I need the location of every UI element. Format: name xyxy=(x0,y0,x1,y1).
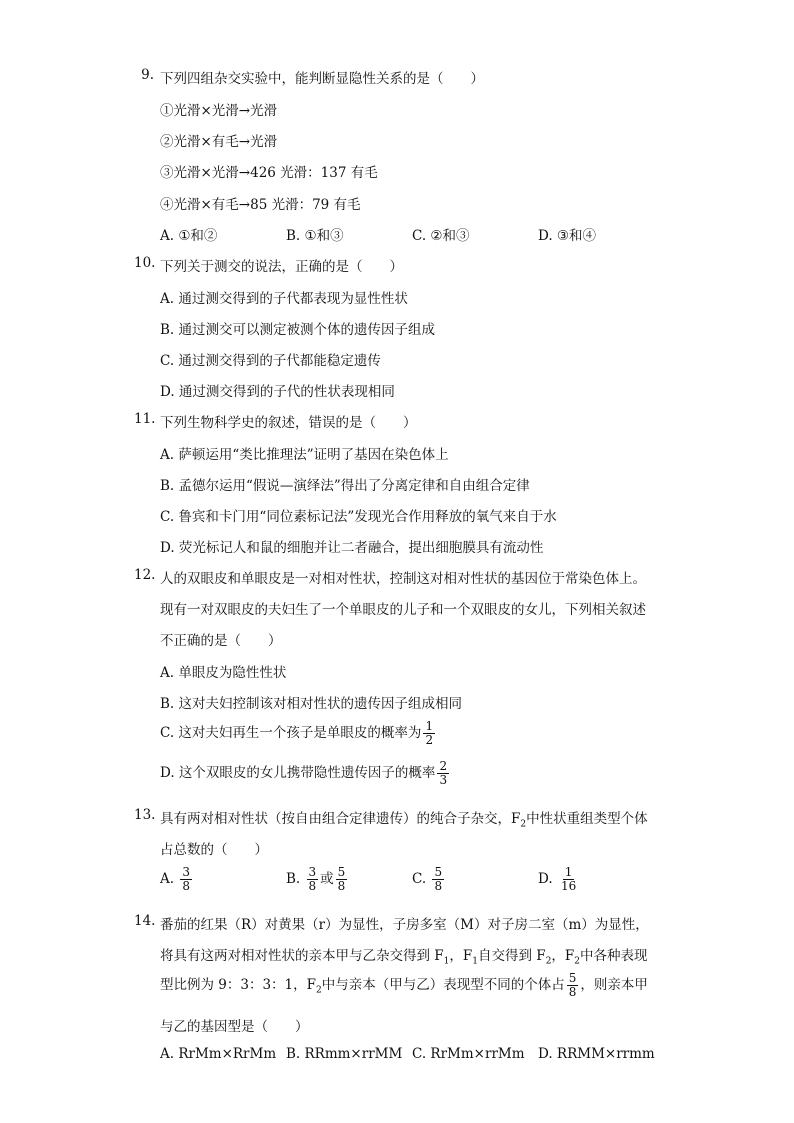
numerator: 1 xyxy=(425,719,434,733)
denominator: 8 xyxy=(182,879,190,893)
option-b: B. 孟德尔运用“假说—演绎法”得出了分离定律和自由组合定律 xyxy=(160,478,530,494)
stem-text: 将具有这两对相对性状的亲本甲与乙杂交得到 F xyxy=(160,948,444,964)
option-d xyxy=(160,760,451,787)
numerator: 1 xyxy=(564,865,573,879)
question-stem: 下列四组杂交实验中，能判断显隐性关系的是（ ） xyxy=(160,71,484,87)
option-a: A. 通过测交得到的子代都表现为显性性状 xyxy=(160,291,408,307)
numerator: 5 xyxy=(568,971,577,985)
question-number: 10. xyxy=(134,255,156,271)
question-stem-line xyxy=(160,944,648,967)
option-a: A. RrMm×RrMm xyxy=(160,1046,277,1062)
stem-text: 自交得到 F xyxy=(478,948,546,964)
stem-text: 具有两对相对性状（按自由组合定律遗传）的纯合子杂交，F xyxy=(160,811,521,827)
question-stem-line xyxy=(160,972,648,999)
option-c: C. ②和③ xyxy=(412,228,470,244)
question-stem-line: 占总数的（ ） xyxy=(160,842,268,858)
subscript: 2 xyxy=(520,819,527,830)
question-number: 11. xyxy=(134,411,156,427)
option-c xyxy=(412,866,446,893)
question-stem: 下列关于测交的说法，正确的是（ ） xyxy=(160,259,403,275)
fraction xyxy=(559,866,578,893)
numerator: 5 xyxy=(434,865,443,879)
subscript: 1 xyxy=(443,956,450,967)
option-label: A. xyxy=(160,871,175,887)
denominator: 8 xyxy=(337,879,346,893)
fraction xyxy=(307,866,319,893)
option-a: A. 单眼皮为隐性性状 xyxy=(160,665,287,681)
stem-text: ，F xyxy=(551,948,575,964)
numerator: 3 xyxy=(182,865,190,879)
denominator: 8 xyxy=(434,879,443,893)
subscript: 2 xyxy=(574,956,581,967)
question-number: 9. xyxy=(141,67,154,83)
question-stem-line: 不正确的是（ ） xyxy=(160,633,282,649)
option-label: D. xyxy=(538,871,553,887)
option-b: B. 这对夫妇控制该对相对性状的遗传因子组成相同 xyxy=(160,696,463,712)
option-c xyxy=(160,720,437,747)
stem-text: ，F xyxy=(449,948,473,964)
stem-text: ，则亲本甲 xyxy=(580,977,648,993)
question-number: 14. xyxy=(134,913,156,929)
subscript: 2 xyxy=(316,985,322,996)
option-b: B. 通过测交可以测定被测个体的遗传因子组成 xyxy=(160,322,436,338)
option-a: A. ①和② xyxy=(160,228,218,244)
statement-item: ④光滑×有毛→85 光滑：79 有毛 xyxy=(160,197,361,213)
fraction xyxy=(336,866,348,893)
denominator: 3 xyxy=(439,773,448,787)
question-stem xyxy=(160,807,648,830)
numerator: 5 xyxy=(337,865,346,879)
denominator: 8 xyxy=(568,985,577,999)
option-text: D. 这个双眼皮的女儿携带隐性遗传因子的概率 xyxy=(160,765,436,781)
question-stem-line: 番茄的红果（R）对黄果（r）为显性，子房多室（M）对子房二室（m）为显性， xyxy=(160,917,649,933)
fraction xyxy=(432,866,444,893)
denominator: 16 xyxy=(560,879,577,893)
statement-item: ①光滑×光滑→光滑 xyxy=(160,103,278,119)
fraction xyxy=(423,720,435,747)
option-d: D. 通过测交得到的子代的性状表现相同 xyxy=(160,384,395,400)
question-stem-line: 与乙的基因型是（ ） xyxy=(160,1019,309,1035)
option-c: C. RrMm×rrMm xyxy=(412,1046,525,1062)
fraction xyxy=(437,760,449,787)
question-number: 13. xyxy=(134,807,156,823)
question-number: 12. xyxy=(134,567,156,583)
subscript: 1 xyxy=(472,956,479,967)
denominator: 8 xyxy=(308,879,317,893)
stem-text: 中性状重组类型个体 xyxy=(526,811,648,827)
fraction xyxy=(180,866,192,893)
option-label: C. xyxy=(412,871,427,887)
question-stem-line: 现有一对双眼皮的夫妇生了一个单眼皮的儿子和一个双眼皮的女儿，下列相关叙述 xyxy=(160,602,646,618)
numerator: 3 xyxy=(308,865,317,879)
stem-text: 中与亲本（甲与乙）表现型不同的个体占 xyxy=(321,977,565,993)
option-b: B. RRmm×rrMM xyxy=(286,1046,403,1062)
numerator: 2 xyxy=(439,759,448,773)
option-b: B. ①和③ xyxy=(286,228,344,244)
option-b xyxy=(286,866,349,893)
question-stem-line: 人的双眼皮和单眼皮是一对相对性状，控制这对相对性状的基因位于常染色体上。 xyxy=(160,571,646,587)
option-d: D. 荧光标记人和鼠的细胞并让二者融合，提出细胞膜具有流动性 xyxy=(160,540,544,556)
option-c: C. 鲁宾和卡门用“同位素标记法”发现光合作用释放的氧气来自于水 xyxy=(160,509,557,525)
option-d: D. RRMM×rrmm xyxy=(538,1046,655,1062)
option-a xyxy=(160,866,194,893)
option-text: C. 这对夫妇再生一个孩子是单眼皮的概率为 xyxy=(160,725,422,741)
statement-item: ③光滑×光滑→426 光滑：137 有毛 xyxy=(160,165,378,181)
stem-text: 中各种表现 xyxy=(580,948,648,964)
option-d xyxy=(538,866,580,893)
option-d: D. ③和④ xyxy=(538,228,597,244)
statement-item: ②光滑×有毛→光滑 xyxy=(160,134,278,150)
denominator: 2 xyxy=(425,733,434,747)
option-c: C. 通过测交得到的子代都能稳定遗传 xyxy=(160,353,381,369)
stem-text: 型比例为 9：3：3：1，F xyxy=(160,977,317,993)
option-label: B. xyxy=(286,871,301,887)
subscript: 2 xyxy=(545,956,552,967)
option-a: A. 萨顿运用“类比推理法”证明了基因在染色体上 xyxy=(160,447,449,463)
fraction xyxy=(567,972,579,999)
question-stem: 下列生物科学史的叙述，错误的是（ ） xyxy=(160,415,417,431)
or-text: 或 xyxy=(320,871,334,887)
